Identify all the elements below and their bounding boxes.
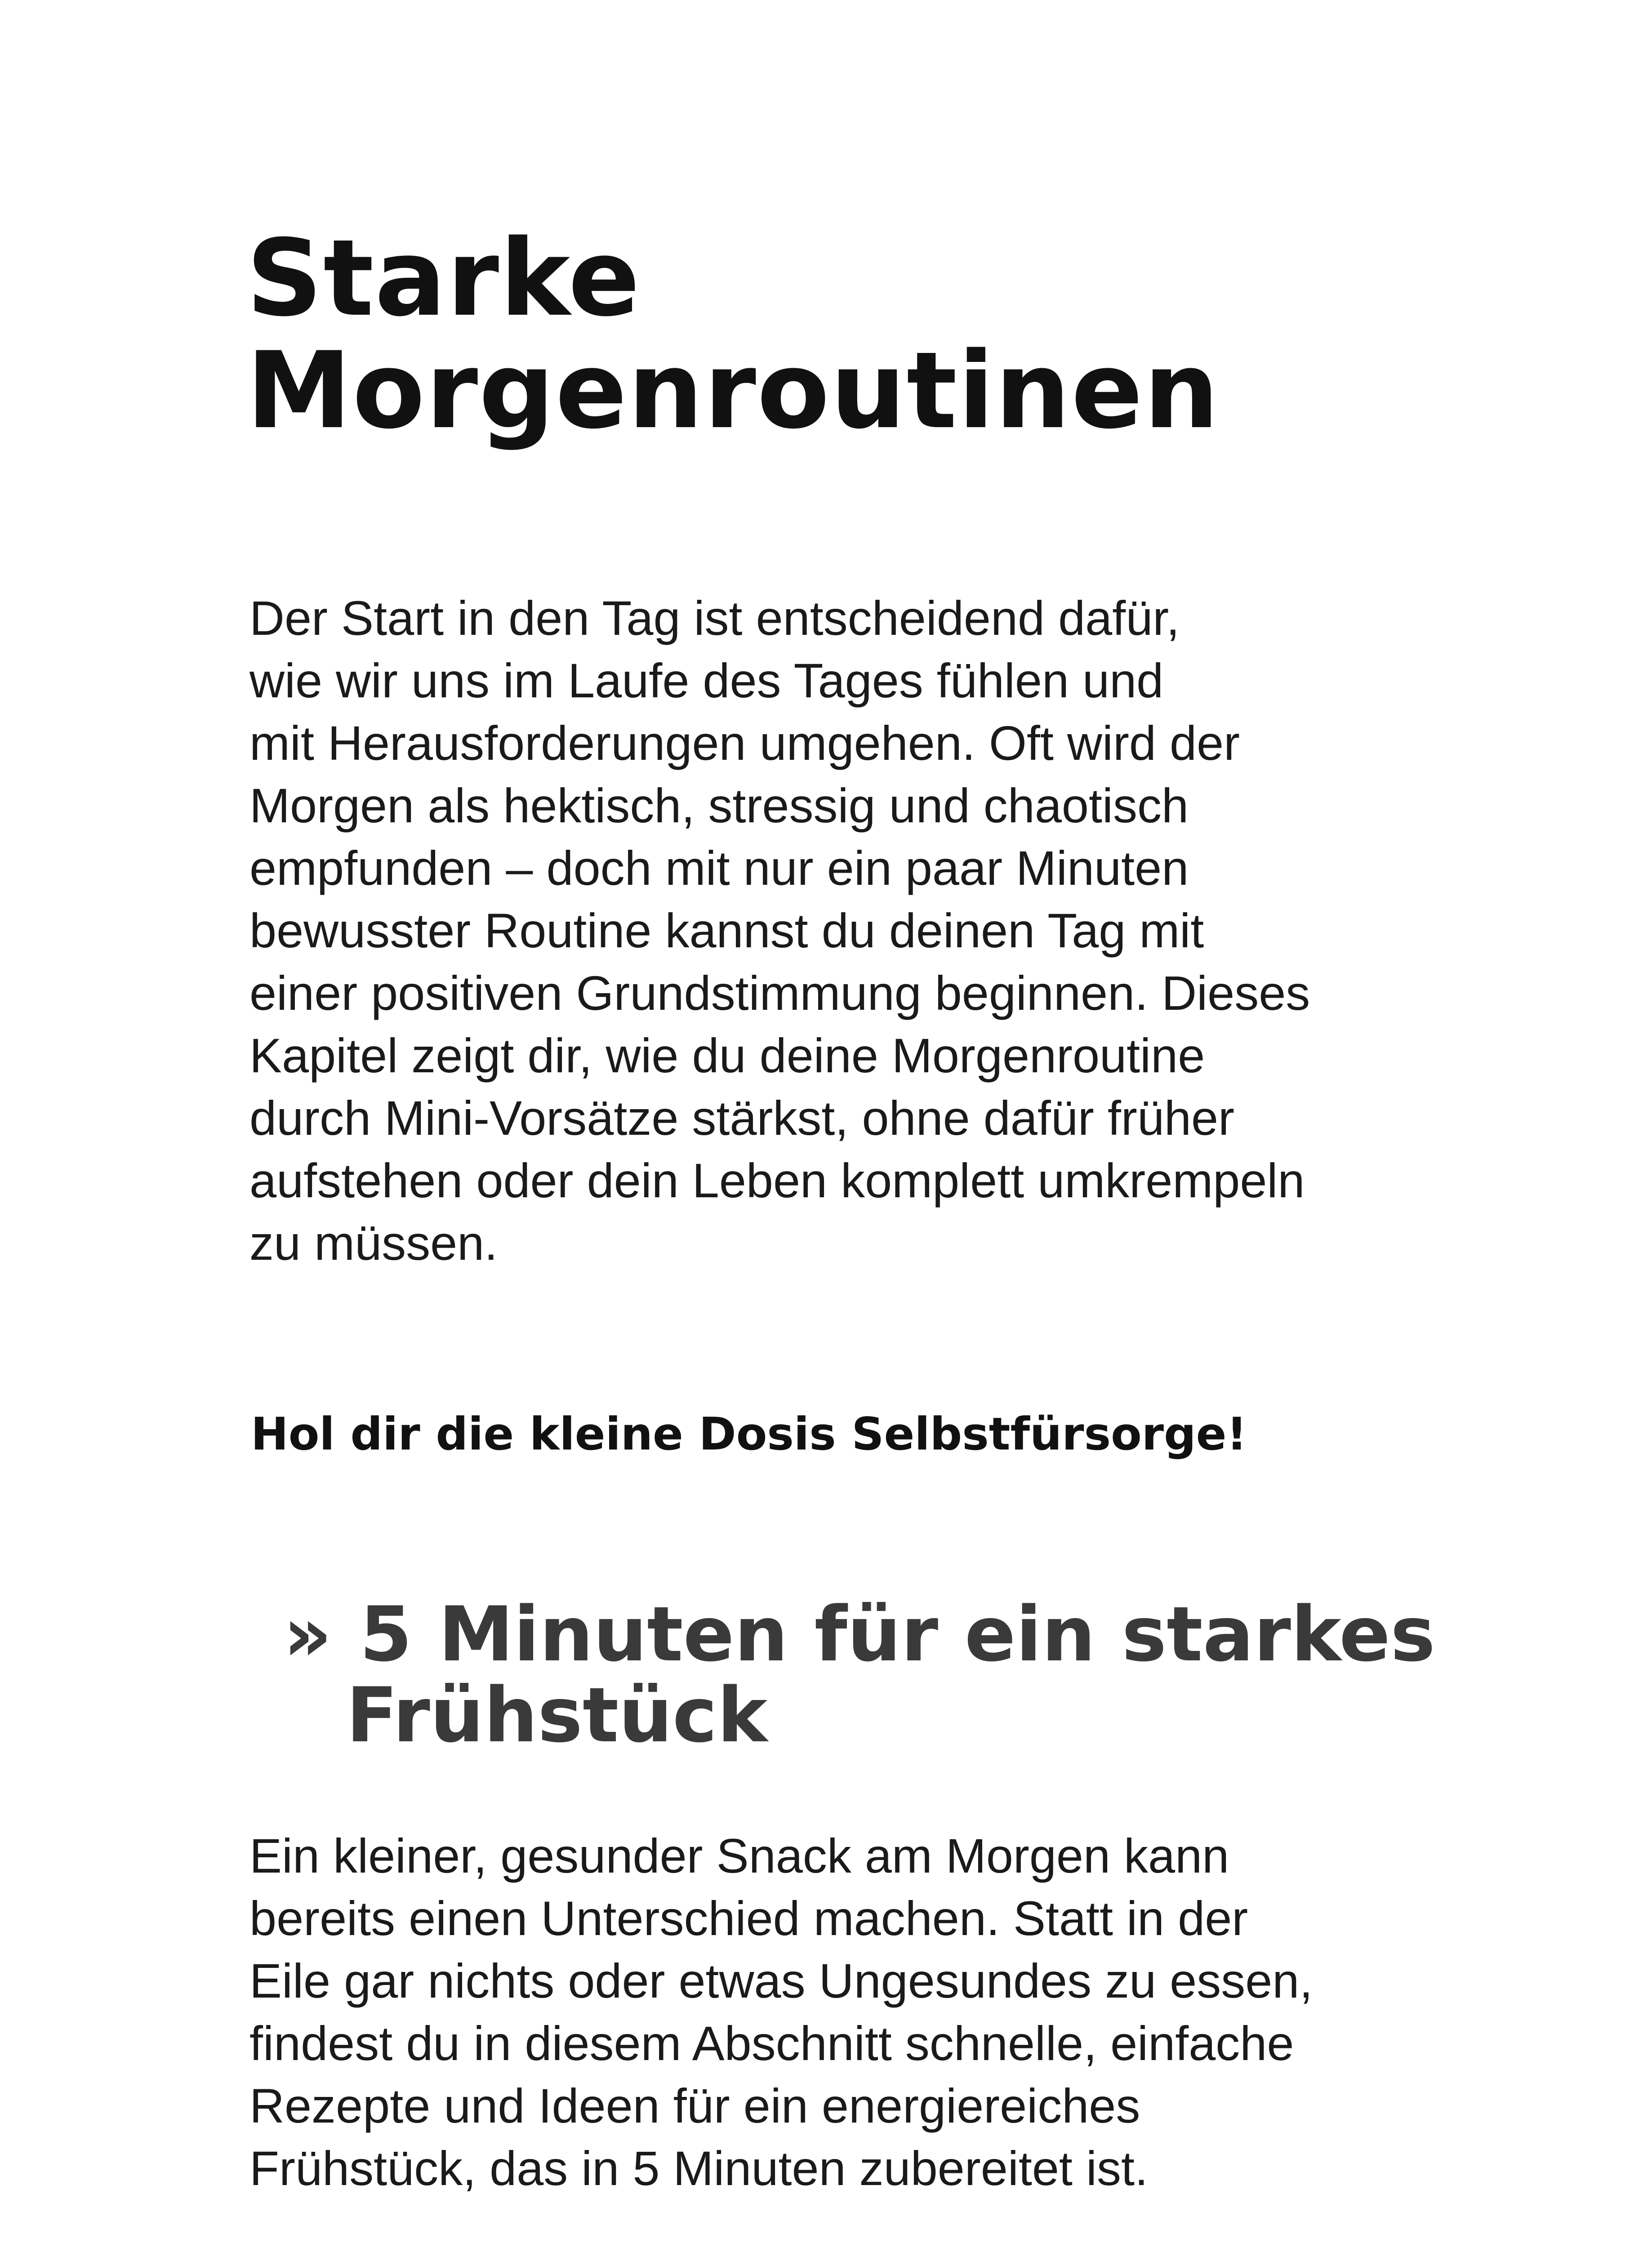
page-title-line-1: Starke: [246, 217, 641, 340]
intro-line: zu müssen.: [249, 1216, 498, 1270]
intro-line: wie wir uns im Laufe des Tages fühlen und: [249, 653, 1164, 708]
chevron-bullet-icon: »: [283, 1590, 332, 1678]
section-heading-line-2: Frühstück: [346, 1671, 768, 1759]
section-line: Eile gar nichts oder etwas Ungesundes zu essen,: [249, 1954, 1313, 2008]
section-paragraph: [249, 1824, 1313, 2199]
intro-line: Kapitel zeigt dir, wie du deine Morgenroutine: [249, 1028, 1205, 1083]
intro-line: Der Start in den Tag ist entscheidend dafür,: [249, 591, 1180, 645]
intro-line: empfunden – doch mit nur ein paar Minuten: [249, 841, 1189, 895]
intro-line: einer positiven Grundstimmung beginnen. Dieses: [249, 966, 1310, 1020]
section-line: Rezepte und Ideen für ein energiereiches: [249, 2079, 1140, 2133]
page-title: [246, 217, 1220, 452]
section-line: Ein kleiner, gesunder Snack am Morgen kann: [249, 1829, 1229, 1883]
section-line: findest du in diesem Abschnitt schnelle, einfache: [249, 2016, 1294, 2070]
intro-line: durch Mini-Vorsätze stärkst, ohne dafür früher: [249, 1091, 1235, 1145]
intro-line: aufstehen oder dein Leben komplett umkrempeln: [249, 1153, 1305, 1208]
intro-line: Morgen als hektisch, stressig und chaotisch: [249, 778, 1189, 833]
section-heading: [283, 1590, 1436, 1759]
section-line: Frühstück, das in 5 Minuten zubereitet ist.: [249, 2141, 1148, 2195]
intro-line: mit Herausforderungen umgehen. Oft wird der: [249, 716, 1240, 770]
intro-paragraph: [249, 587, 1310, 1274]
page-title-line-2: Morgenroutinen: [246, 330, 1220, 452]
section-line: bereits einen Unterschied machen. Statt in der: [249, 1891, 1248, 1945]
intro-line: bewusster Routine kannst du deinen Tag mit: [249, 903, 1204, 958]
subheading: Hol dir die kleine Dosis Selbstfürsorge!: [251, 1408, 1247, 1460]
section-heading-line-1: 5 Minuten für ein starkes: [360, 1590, 1436, 1678]
